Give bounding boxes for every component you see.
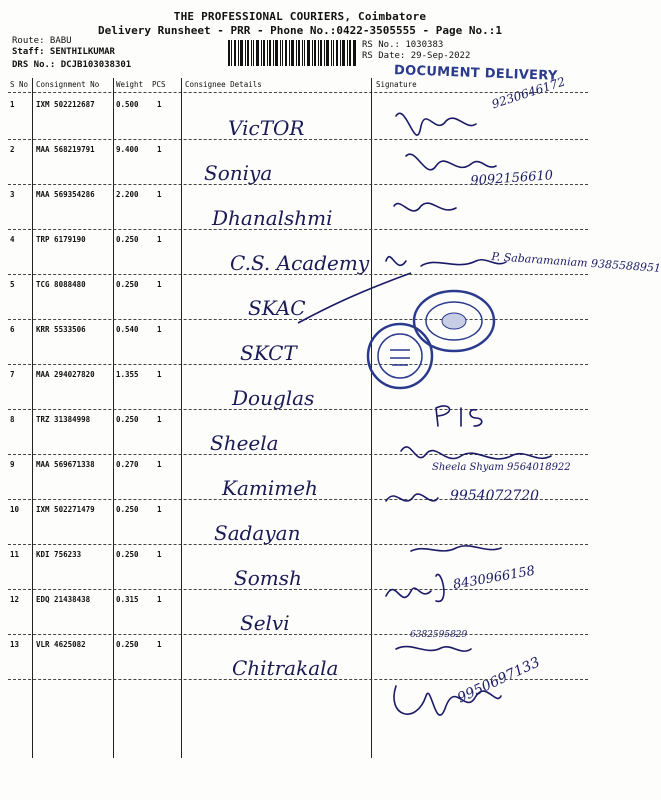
row-pcs: 1 xyxy=(157,100,162,109)
row-pcs: 1 xyxy=(157,505,162,514)
row-weight: 0.315 xyxy=(116,595,139,604)
row-pcs: 1 xyxy=(157,145,162,154)
row-sno: 12 xyxy=(10,595,20,604)
row-consignment-no: VLR 4625082 xyxy=(36,640,86,649)
row-consignee-handwritten: Dhanalshmi xyxy=(212,206,333,230)
row-weight: 0.540 xyxy=(116,325,139,334)
row-weight: 0.270 xyxy=(116,460,139,469)
column-divider xyxy=(181,78,182,758)
row-sno: 5 xyxy=(10,280,15,289)
route-label: Route: BABU xyxy=(12,36,72,46)
row-weight: 0.500 xyxy=(116,100,139,109)
row-pcs: 1 xyxy=(157,460,162,469)
row-weight: 2.200 xyxy=(116,190,139,199)
row-signature-text: 9092156610 xyxy=(470,168,554,189)
row-consignee-handwritten: Soniya xyxy=(204,161,273,185)
drs-number: DRS No.: DCJB103038301 xyxy=(12,60,132,70)
row-consignee-handwritten: Sheela xyxy=(210,431,279,455)
row-weight: 0.250 xyxy=(116,505,139,514)
col-header-sno: S No xyxy=(10,80,29,89)
row-pcs: 1 xyxy=(157,325,162,334)
row-consignment-no: IXM 502212687 xyxy=(36,100,95,109)
row-consignee-handwritten: Douglas xyxy=(232,386,315,410)
row-pcs: 1 xyxy=(157,370,162,379)
row-consignee-handwritten: Sadayan xyxy=(214,521,301,545)
row-consignee-handwritten: Selvi xyxy=(240,611,290,635)
staff-label: Staff: SENTHILKUMAR xyxy=(12,47,115,57)
row-consignment-no: MAA 294027820 xyxy=(36,370,95,379)
row-consignment-no: KDI 756233 xyxy=(36,550,82,559)
signature-strokes xyxy=(376,96,586,756)
row-sno: 11 xyxy=(10,550,20,559)
row-consignment-no: MAA 568219791 xyxy=(36,145,95,154)
row-consignment-no: KRR 5533506 xyxy=(36,325,86,334)
row-sno: 9 xyxy=(10,460,15,469)
column-divider xyxy=(371,78,372,758)
rs-number: RS No.: 1030383 xyxy=(362,40,444,50)
row-pcs: 1 xyxy=(157,235,162,244)
row-consignment-no: MAA 569671338 xyxy=(36,460,95,469)
row-pcs: 1 xyxy=(157,595,162,604)
col-header-consignee: Consignee Details xyxy=(185,80,262,89)
row-weight: 0.250 xyxy=(116,280,139,289)
row-signature-text: 6382595829 xyxy=(410,630,468,640)
row-weight: 0.250 xyxy=(116,640,139,649)
row-weight: 0.250 xyxy=(116,550,139,559)
col-header-consignment: Consignment No xyxy=(36,80,100,89)
col-header-pcs: PCS xyxy=(152,80,166,89)
col-header-signature: Signature xyxy=(376,80,417,89)
row-consignee-handwritten: Chitrakala xyxy=(232,656,339,680)
row-signature-text: Sheela Shyam 9564018922 xyxy=(432,462,571,473)
barcode-image xyxy=(228,40,356,66)
row-signature-text: 9950697133 xyxy=(455,654,543,707)
row-sno: 4 xyxy=(10,235,15,244)
row-pcs: 1 xyxy=(157,415,162,424)
document-delivery-stamp: DOCUMENT DELIVERY xyxy=(393,63,558,84)
row-sno: 8 xyxy=(10,415,15,424)
row-weight: 0.250 xyxy=(116,415,139,424)
row-weight: 1.355 xyxy=(116,370,139,379)
row-signature-text: 9954072720 xyxy=(450,488,540,504)
row-consignment-no: TRP 6179190 xyxy=(36,235,86,244)
pen-stroke xyxy=(296,268,416,328)
row-signature-text: P. Sabaramaniam 9385588951 xyxy=(491,250,661,275)
col-header-weight: Weight xyxy=(116,80,144,89)
row-consignee-handwritten: Somsh xyxy=(234,566,302,590)
row-pcs: 1 xyxy=(157,550,162,559)
row-consignee-handwritten: VicTOR xyxy=(228,116,305,140)
row-consignment-no: MAA 569354286 xyxy=(36,190,95,199)
column-divider xyxy=(113,78,114,758)
header-divider xyxy=(8,92,588,93)
row-weight: 9.400 xyxy=(116,145,139,154)
row-signature-text: 8430966158 xyxy=(452,563,537,593)
row-sno: 10 xyxy=(10,505,20,514)
row-sno: 3 xyxy=(10,190,15,199)
row-consignee-handwritten: C.S. Academy xyxy=(230,251,370,275)
rs-date: RS Date: 29-Sep-2022 xyxy=(362,51,471,61)
column-divider xyxy=(32,78,33,758)
row-sno: 6 xyxy=(10,325,15,334)
row-consignment-no: TCG 8088480 xyxy=(36,280,86,289)
row-sno: 7 xyxy=(10,370,15,379)
row-sno: 1 xyxy=(10,100,15,109)
row-sno: 13 xyxy=(10,640,20,649)
row-weight: 0.250 xyxy=(116,235,139,244)
row-consignee-handwritten: Kamimeh xyxy=(222,476,318,500)
row-consignment-no: IXM 502271479 xyxy=(36,505,95,514)
row-pcs: 1 xyxy=(157,640,162,649)
row-pcs: 1 xyxy=(157,280,162,289)
row-consignment-no: EDQ 21438438 xyxy=(36,595,91,604)
company-title: THE PROFESSIONAL COURIERS, Coimbatore xyxy=(173,10,427,23)
row-consignment-no: TRZ 31384998 xyxy=(36,415,91,424)
row-signature-text: 9230646172 xyxy=(490,74,567,112)
row-pcs: 1 xyxy=(157,190,162,199)
row-consignee-handwritten: SKAC xyxy=(248,296,306,320)
row-consignee-handwritten: SKCT xyxy=(240,341,297,365)
runsheet-subtitle: Delivery Runsheet - PRR - Phone No.:0422-3505555 - Page No.:1 xyxy=(98,24,502,37)
row-sno: 2 xyxy=(10,145,15,154)
